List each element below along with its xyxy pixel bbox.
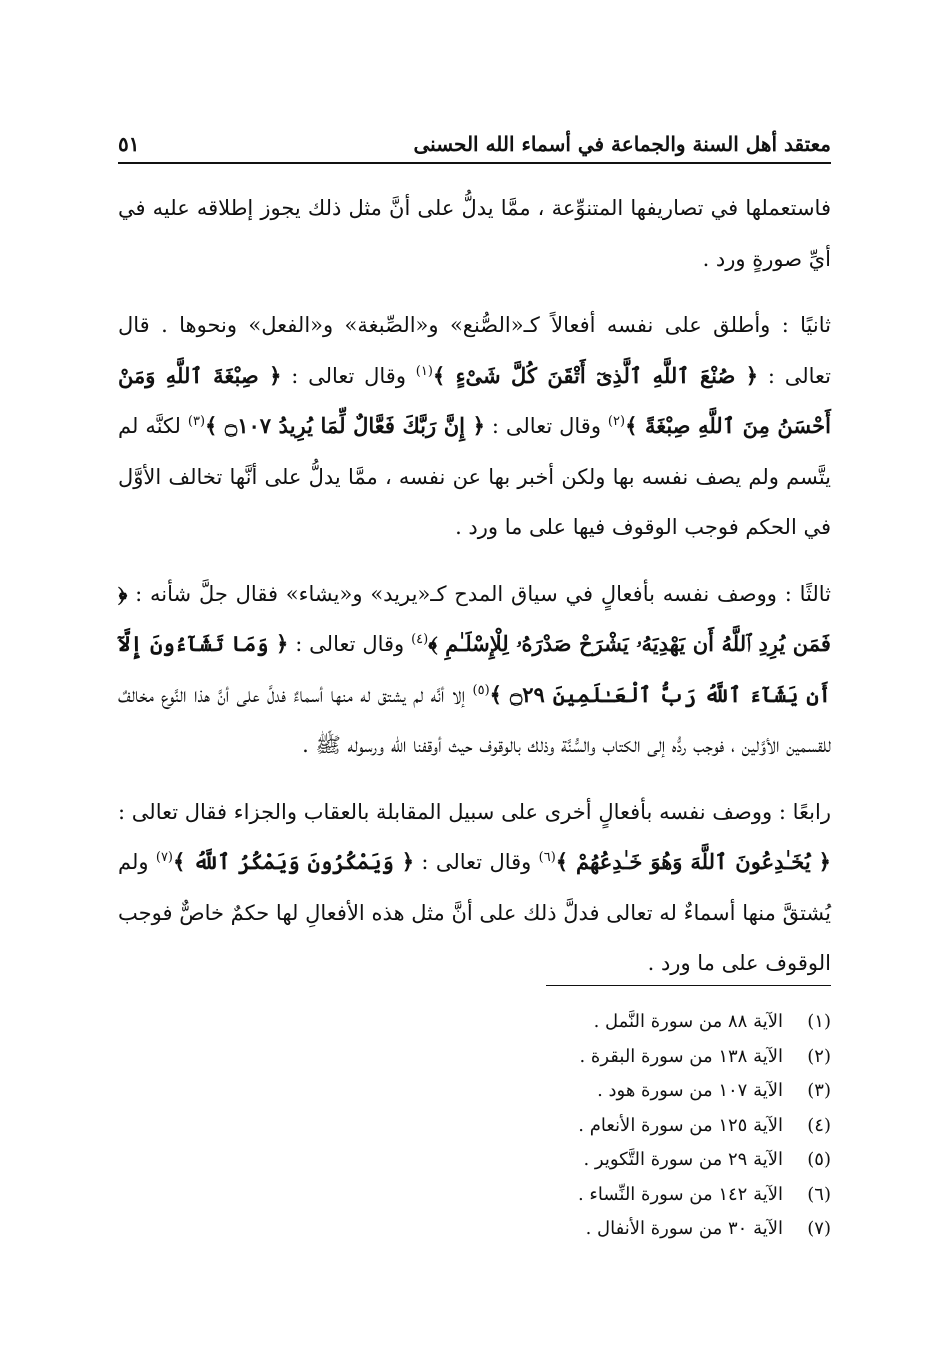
footnote-text: الآية ١٣٨ من سورة البقرة . — [579, 1045, 783, 1067]
quran-verse: ﴿ إِنَّ رَبَّكَ فَعَّالٌ لِّمَا يُرِيدُ ۝١٠٧ ﴾ — [205, 413, 485, 438]
footnote-ref: (٥) — [472, 682, 490, 698]
running-header — [118, 118, 831, 164]
paragraph-rest: ولم يُشتقَّ منها أسماءٌ له تعالى فدلَّ ذلك على أنَّ مثل هذه الأفعالِ لها حكمٌ خاصٌّ فوجب الوقوف على ما ورد . — [118, 850, 831, 975]
footnote-text: الآية ٢٩ من سورة التَّكوير . — [583, 1149, 783, 1170]
footnote-number: (٤) — [807, 1114, 831, 1136]
footnote-ref: (٤) — [411, 632, 429, 647]
paragraph-intro: رابعًا : ووصف نفسه بأفعالٍ أخرى على سبيل المقابلة بالعقاب والجزاء فقال تعالى : — [118, 799, 831, 824]
footnote-text: الآية ١٠٧ من سورة هود . — [597, 1080, 783, 1101]
footnote-item — [118, 1109, 831, 1144]
footnote-number: (٧) — [807, 1218, 831, 1239]
quran-verse: ﴿ صِبْغَةَ ٱللَّهِ وَمَنْ أَحْسَنُ مِنَ ٱللَّهِ صِبْغَةً ﴾ — [118, 362, 831, 438]
paragraph-1 — [118, 183, 831, 284]
paragraph-rest: لكنَّه لم يتَّسم ولم يصف نفسه بها ولكن أخبر بها عن نفسه ، ممَّا يدلُّ على أنَّها تخالف الأوَّل في الحكم فوجب الوقوف فيها على ما ورد . — [118, 414, 831, 539]
connector-text: وقال تعالى : — [291, 363, 406, 388]
footnote-number: (٥) — [807, 1149, 831, 1170]
paragraph-2 — [118, 300, 831, 553]
quran-verse: ﴿ صُنْعَ ٱللَّهِ ٱلَّذِىٓ أَتْقَنَ كُلَّ شَىْءٍ ﴾ — [432, 362, 759, 388]
footnote-item — [118, 1005, 831, 1040]
footnote-divider — [546, 985, 831, 986]
footnote-ref: (٣) — [187, 414, 206, 429]
footnote-text: الآية ٣٠ من سورة الأنفال . — [585, 1218, 783, 1239]
paragraph-rest: إلا أنَّه لم يشتق له منها أسماءٌ فدلَّ على أنَّ هذا النَّوع مخالفٌ للقسمين الأوَّلين ، فوجب ردُّه إلى الكتاب والسُّنَّة وذلك بالوقوف حيث أوقفنا الله ورسوله ﷺ . — [118, 682, 831, 757]
footnote-text: الآية ١٤٢ من سورة النِّساء . — [577, 1183, 783, 1205]
footnote-item — [118, 1040, 831, 1075]
paragraph-text: فاستعملها في تصاريفها المتنوِّعة ، ممَّا يدلُّ على أنَّ مثل ذلك يجوز إطلاقه عليه في أيِّ صورةٍ ورد . — [118, 196, 831, 271]
footnote-text: الآية ١٢٥ من سورة الأنعام . — [578, 1114, 783, 1136]
footnote-item — [118, 1143, 831, 1178]
footnote-item — [118, 1212, 831, 1247]
paragraph-intro: ثانيًا : وأطلق على نفسه أفعالاً كـ«الصُّنع» و«الصِّبغة» و«الفعل» ونحوها . قال تعالى : — [118, 313, 831, 388]
quran-verse: ﴿ يُخَـٰدِعُونَ ٱللَّهَ وَهُوَ خَـٰدِعُهُمْ ﴾ — [555, 849, 831, 874]
paragraph-3 — [118, 569, 831, 771]
connector-text: وقال تعالى : — [421, 850, 532, 874]
running-title: معتقد أهل السنة والجماعة في أسماء الله الحسنى — [413, 132, 831, 156]
quran-verse: ﴿ وَيَمْكُرُونَ وَيَمْكُرُ ٱللَّهُ ﴾ — [173, 849, 415, 874]
page-number: ٥١ — [118, 132, 140, 156]
footnote-ref: (٢) — [607, 414, 626, 429]
footnote-ref: (١) — [415, 363, 433, 379]
paragraph-4 — [118, 787, 831, 989]
footnotes-list — [118, 1005, 831, 1247]
footnote-item — [118, 1074, 831, 1109]
connector-text: وقال تعالى : — [491, 414, 601, 438]
quran-verse: ﴿ فَمَن يُرِدِ ٱللَّهُ أَن يَهْدِيَهُۥ يَشْرَحْ صَدْرَهُۥ لِلْإِسْلَـٰمِ ﴾ — [118, 580, 831, 656]
quran-verse: ﴿ وَمَا تَشَآءُونَ إِلَّآ أَن يَشَآءَ ٱللَّهُ رَبُّ ٱلْعَـٰلَمِينَ ۝٢٩ ﴾ — [118, 631, 831, 707]
footnote-number: (١) — [807, 1011, 831, 1032]
connector-text: وقال تعالى : — [295, 632, 405, 656]
main-text — [118, 183, 831, 1005]
footnote-ref: (٦) — [538, 850, 556, 865]
paragraph-intro: ثالثًا : ووصف نفسه بأفعالٍ في سياق المدح كـ«يريد» و«يشاء» فقال جلَّ شأنه : — [135, 581, 831, 606]
footnote-ref: (٧) — [155, 850, 173, 865]
footnote-item — [118, 1178, 831, 1213]
footnote-number: (٦) — [807, 1183, 831, 1205]
footnote-number: (٣) — [807, 1080, 831, 1101]
footnote-number: (٢) — [807, 1045, 831, 1067]
footnote-text: الآية ٨٨ من سورة النَّمل . — [593, 1011, 783, 1032]
